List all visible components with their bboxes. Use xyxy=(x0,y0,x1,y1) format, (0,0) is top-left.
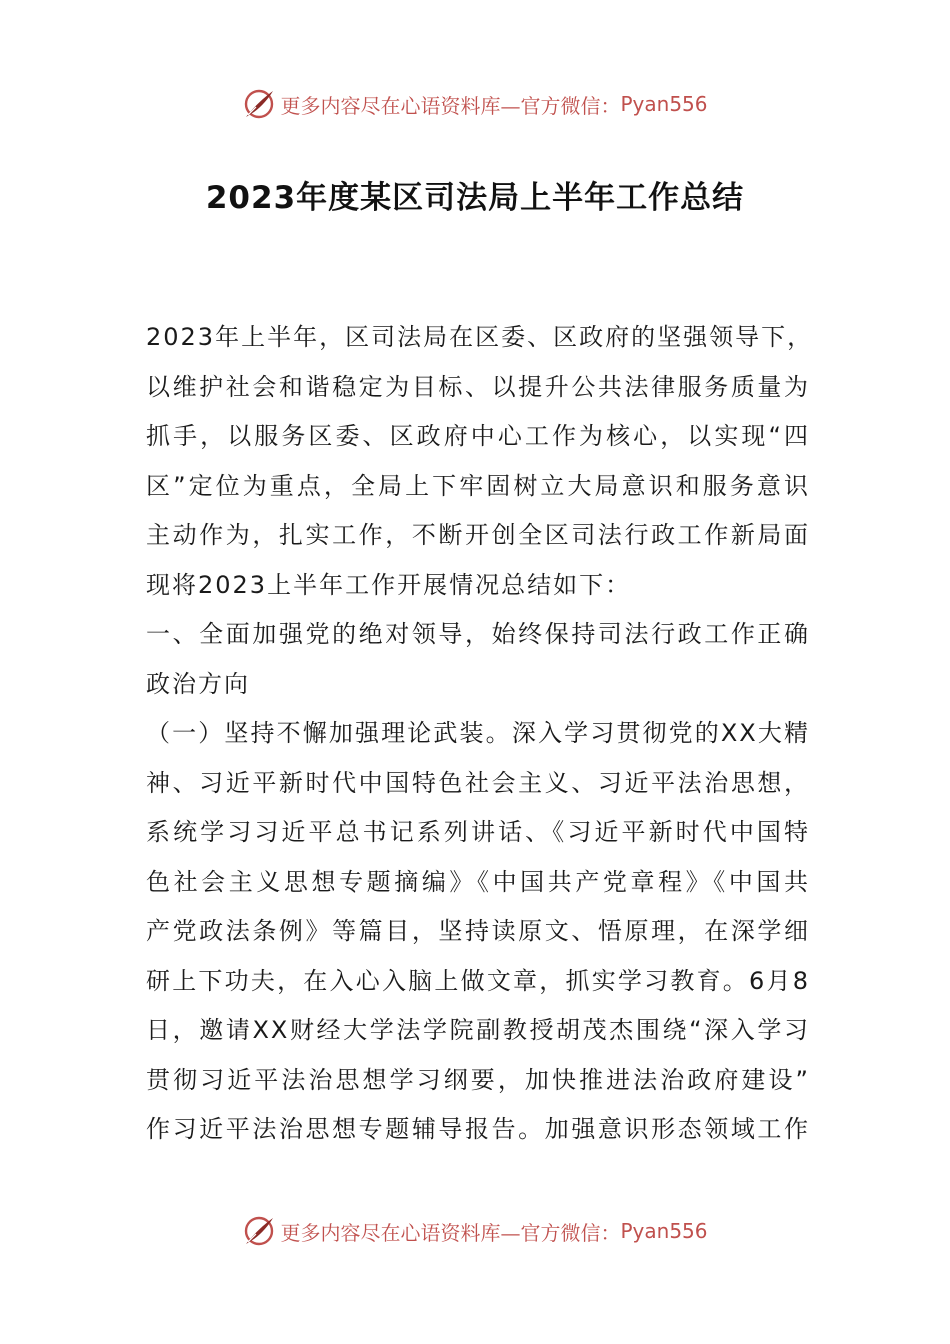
quill-pen-logo-icon xyxy=(242,87,276,121)
quill-pen-logo-icon xyxy=(242,1214,276,1248)
body-line: 以维护社会和谐稳定为目标、以提升公共法律服务质量为 xyxy=(146,372,810,401)
body-line: 研上下功夫，在入心入脑上做文章，抓实学习教育。6月8 xyxy=(146,966,810,995)
body-line: 神、习近平新时代中国特色社会主义、习近平法治思想， xyxy=(146,768,810,797)
body-line: （一）坚持不懈加强理论武装。深入学习贯彻党的XX大精 xyxy=(146,719,810,747)
header-watermark xyxy=(0,84,950,124)
watermark-wechat-id: Pyan556 xyxy=(620,92,708,116)
section-heading-line: 一、全面加强党的绝对领导，始终保持司法行政工作正确 xyxy=(146,620,810,648)
body-line: 2023年上半年，区司法局在区委、区政府的坚强领导下， xyxy=(146,323,814,351)
footer-watermark xyxy=(0,1211,950,1251)
document-title: 2023年度某区司法局上半年工作总结 xyxy=(205,180,745,216)
body-line: 日，邀请XX财经大学法学院副教授胡茂杰围绕“深入学习 xyxy=(146,1016,810,1044)
watermark-text: 更多内容尽在心语资料库—官方微信： xyxy=(280,1220,621,1245)
document-body xyxy=(146,313,814,1155)
body-line: 贯彻习近平法治思想学习纲要，加快推进法治政府建设” xyxy=(146,1065,810,1094)
body-line: 抓手，以服务区委、区政府中心工作为核心，以实现“四 xyxy=(146,422,810,450)
body-line: 现将2023上半年工作开展情况总结如下： xyxy=(146,570,632,599)
body-line: 色社会主义思想专题摘编》《中国共产党章程》《中国共 xyxy=(146,867,810,896)
watermark-wechat-id: Pyan556 xyxy=(620,1219,708,1243)
body-line: 主动作为，扎实工作，不断开创全区司法行政工作新局面 xyxy=(146,521,810,549)
body-line: 区”定位为重点，全局上下牢固树立大局意识和服务意识 xyxy=(146,471,810,500)
body-line: 作习近平法治思想专题辅导报告。加强意识形态领域工作 xyxy=(146,1115,810,1143)
body-line: 产党政法条例》等篇目，坚持读原文、悟原理，在深学细 xyxy=(146,917,810,945)
section-heading-line: 政治方向 xyxy=(146,669,250,698)
body-line: 系统学习习近平总书记系列讲话、《习近平新时代中国特 xyxy=(146,818,810,846)
watermark-text: 更多内容尽在心语资料库—官方微信： xyxy=(280,93,621,118)
